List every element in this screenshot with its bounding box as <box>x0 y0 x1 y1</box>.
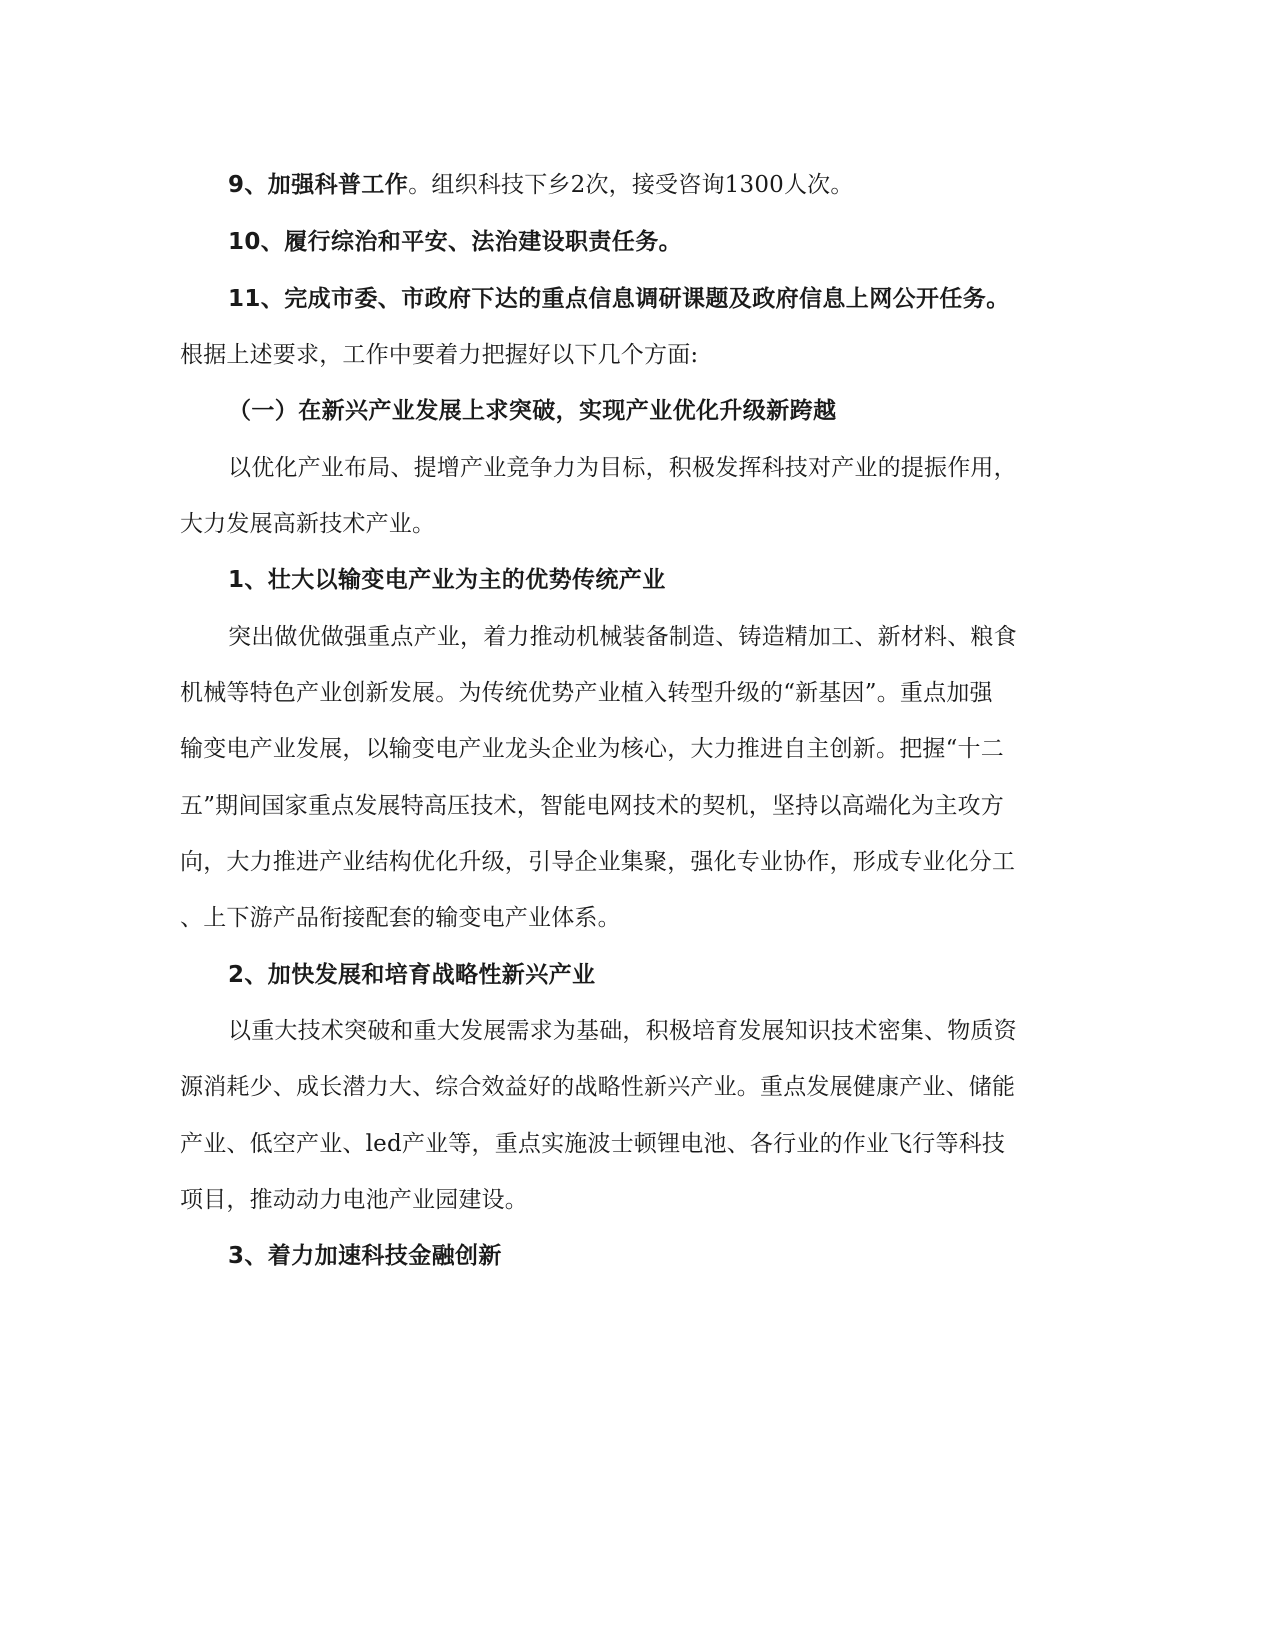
subsection-2-heading: 2、加快发展和培育战略性新兴产业 <box>228 962 596 988</box>
item-9 <box>228 170 854 200</box>
section-1-para-line: 大力发展高新技术产业。 <box>180 511 436 537</box>
section-1-para-line: 以优化产业布局、提增产业竞争力为目标，积极发挥科技对产业的提振作用， <box>228 455 1017 481</box>
subsection-2-para-line: 源消耗少、成长潜力大、综合效益好的战略性新兴产业。重点发展健康产业、储能 <box>180 1074 1016 1100</box>
subsection-1-para-line: 输变电产业发展，以输变电产业龙头企业为核心，大力推进自主创新。把握“十二 <box>180 736 1004 762</box>
subsection-3-heading: 3、着力加速科技金融创新 <box>228 1243 502 1269</box>
item-9-title: 9、加强科普工作 <box>228 172 409 198</box>
item-10: 10、履行综治和平安、法治建设职责任务。 <box>228 229 683 255</box>
subsection-2-para-line: 项目，推动动力电池产业园建设。 <box>180 1187 528 1213</box>
subsection-1-para-line: 突出做优做强重点产业，着力推动机械装备制造、铸造精加工、新材料、粮食 <box>228 624 1017 650</box>
subsection-1-para-line: 向，大力推进产业结构优化升级，引导企业集聚，强化专业协作，形成专业化分工 <box>180 849 1016 875</box>
section-1-heading: （一）在新兴产业发展上求突破，实现产业优化升级新跨越 <box>228 398 837 424</box>
item-9-text: 。组织科技下乡2次，接受咨询1300人次。 <box>408 172 854 198</box>
subsection-1-heading: 1、壮大以输变电产业为主的优势传统产业 <box>228 567 666 593</box>
subsection-2-para-line: 产业、低空产业、led产业等，重点实施波士顿锂电池、各行业的作业飞行等科技 <box>180 1131 1006 1157</box>
subsection-1-para-line: 五”期间国家重点发展特高压技术，智能电网技术的契机，坚持以高端化为主攻方 <box>180 793 1004 819</box>
intro-text: 根据上述要求，工作中要着力把握好以下几个方面: <box>180 342 699 368</box>
subsection-1-para-line: 、上下游产品衔接配套的输变电产业体系。 <box>180 905 621 931</box>
item-11: 11、完成市委、市政府下达的重点信息调研课题及政府信息上网公开任务。 <box>228 286 1010 312</box>
subsection-2-para-line: 以重大技术突破和重大发展需求为基础，积极培育发展知识技术密集、物质资 <box>228 1018 1017 1044</box>
subsection-1-para-line: 机械等特色产业创新发展。为传统优势产业植入转型升级的“新基因”。重点加强 <box>180 680 993 706</box>
